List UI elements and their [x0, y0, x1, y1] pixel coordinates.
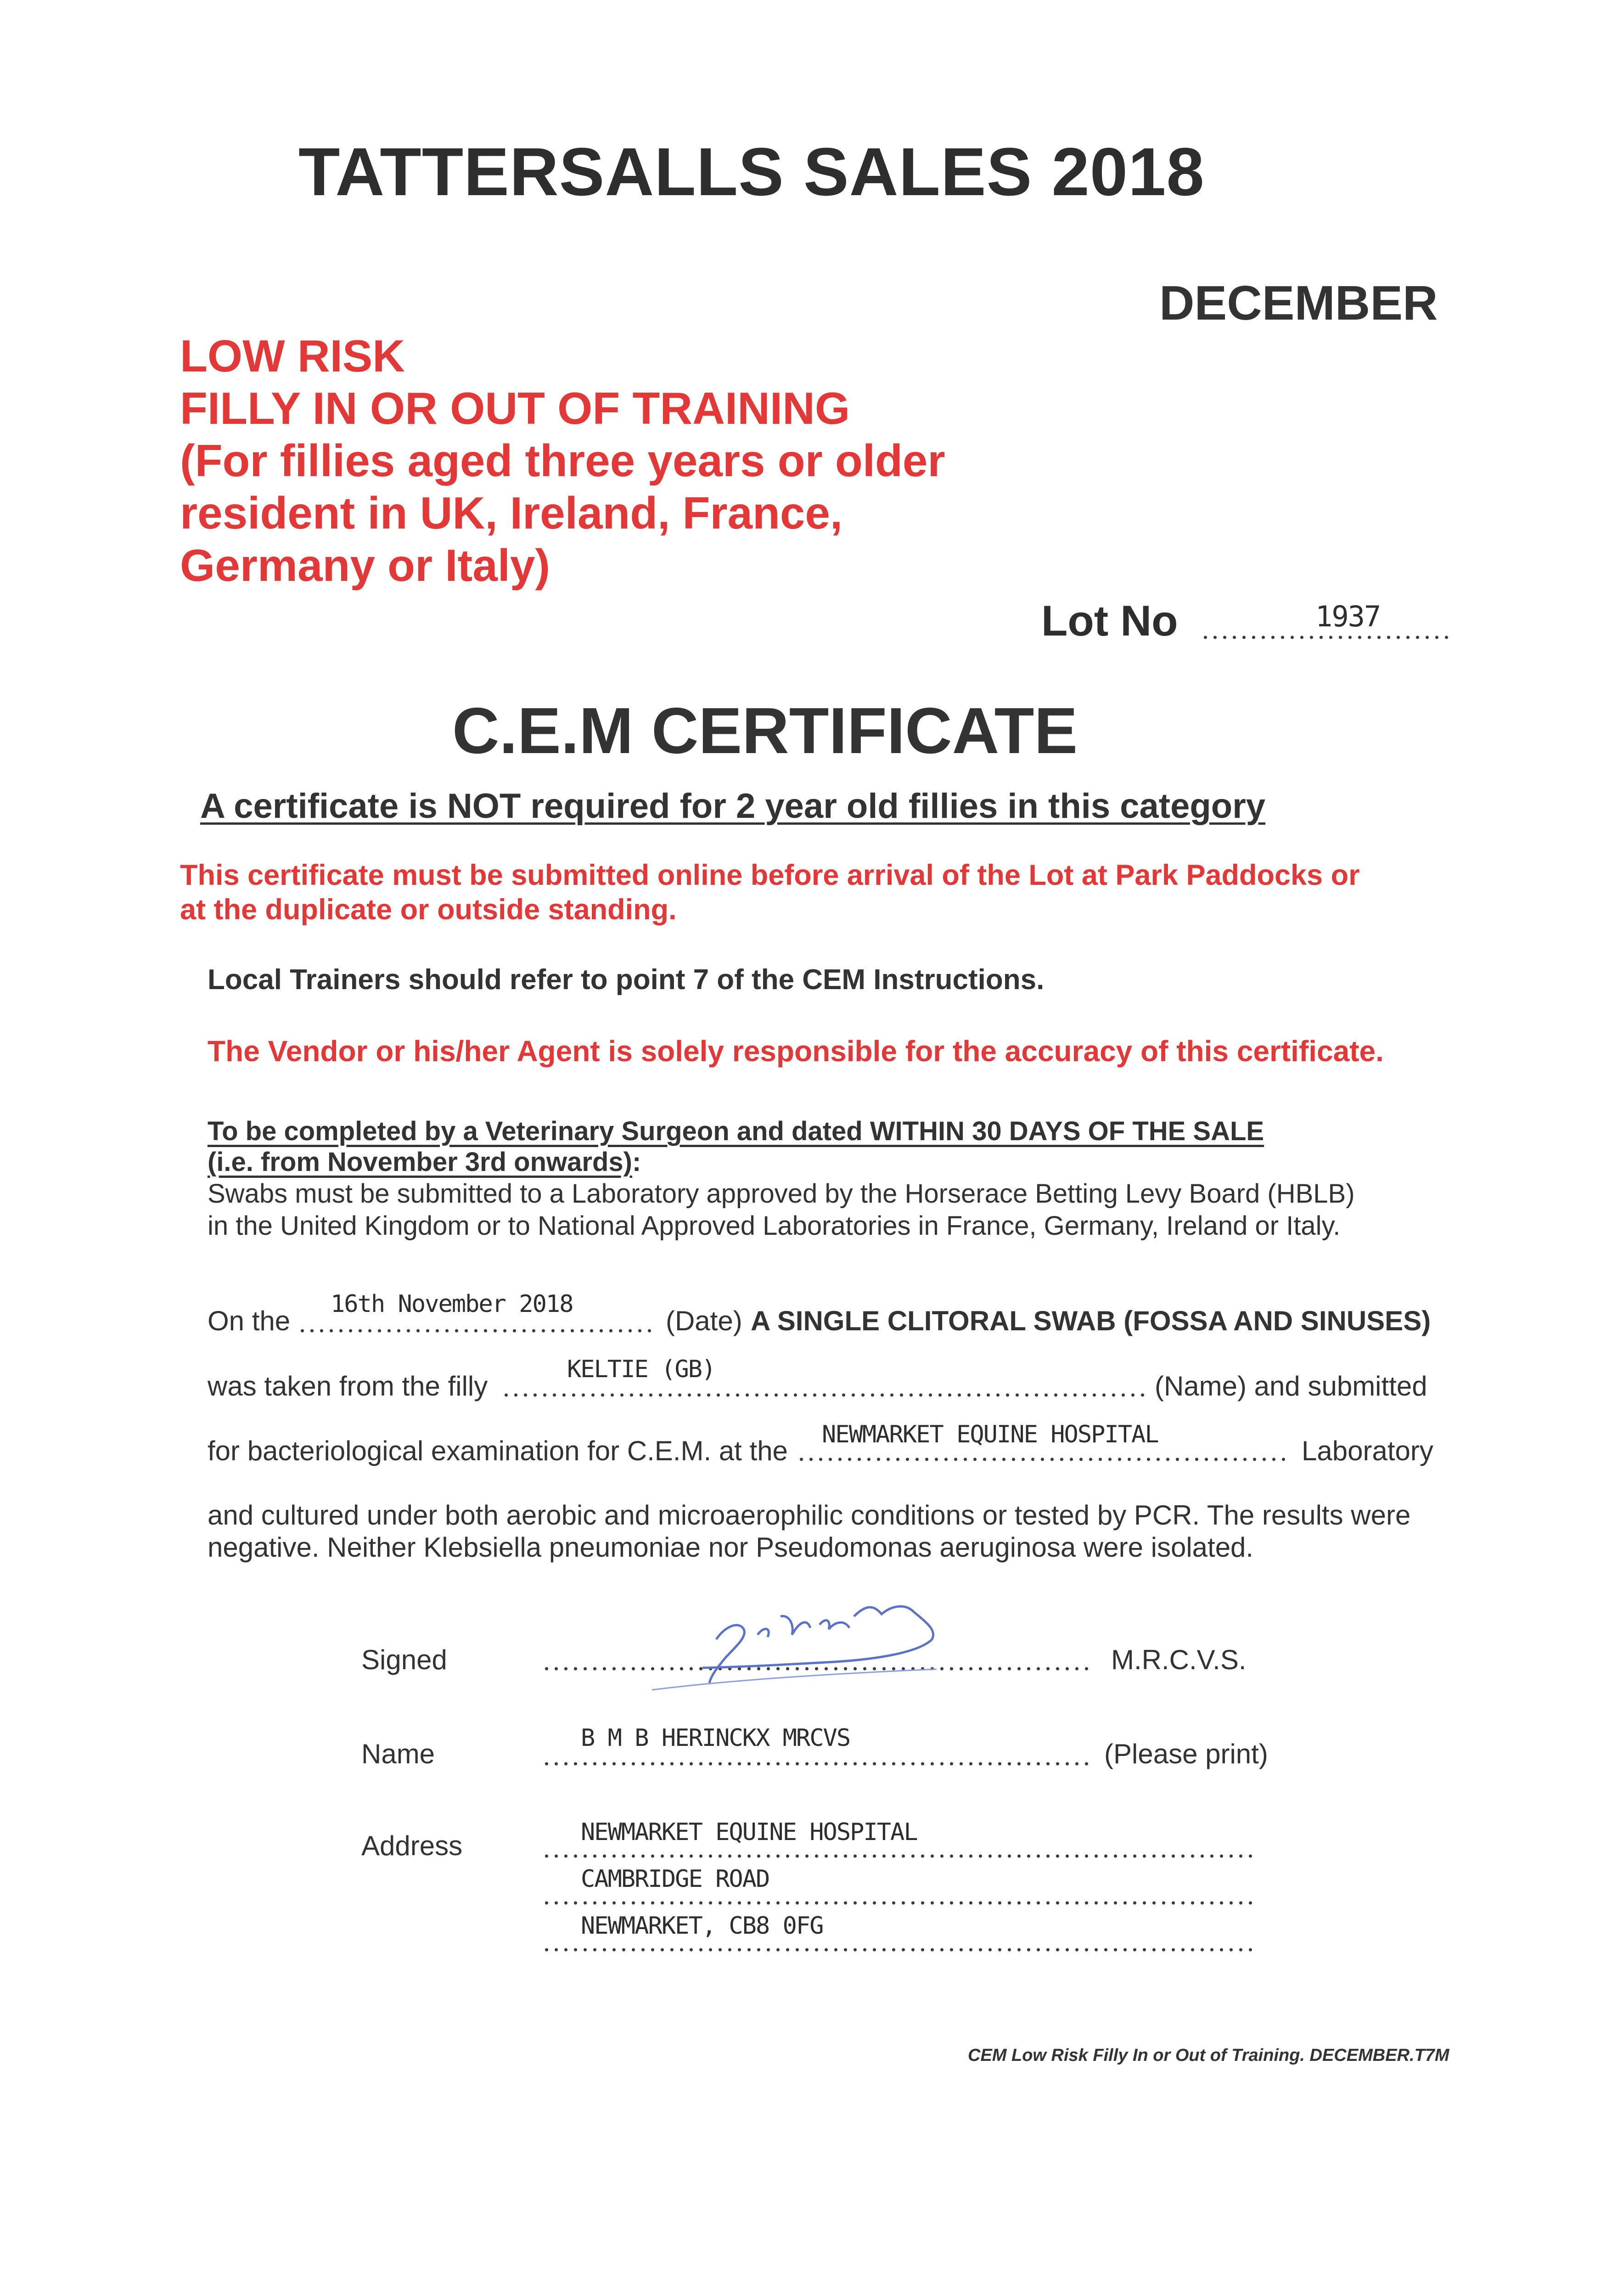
signed-label: Signed [361, 1644, 447, 1675]
local-trainers-note: Local Trainers should refer to point 7 of the CEM Instructions. [208, 964, 1045, 996]
address-line: NEWMARKET EQUINE HOSPITAL [581, 1818, 917, 1846]
address-dots-2 [542, 1900, 1258, 1906]
name-label: Name [361, 1739, 435, 1769]
category-line: FILLY IN OR OUT OF TRAINING [180, 383, 850, 433]
lot-label: Lot No [1041, 597, 1178, 645]
category-line: (For fillies aged three years or older [180, 435, 945, 486]
name-submitted-label: (Name) and submitted [1155, 1371, 1427, 1401]
taken-from-label: was taken from the filly [208, 1371, 488, 1401]
name-dots [542, 1761, 1093, 1767]
vet-instructions-heading-line2 [208, 1147, 641, 1177]
filly-name: KELTIE (GB) [567, 1356, 715, 1383]
date-label: (Date) [666, 1306, 742, 1336]
category-line: resident in UK, Ireland, France, [180, 488, 843, 538]
lot-number: 1937 [1315, 600, 1381, 633]
vet-name-value: B M B HERINCKX MRCVS [581, 1724, 850, 1752]
address-dots-1 [542, 1853, 1258, 1859]
document-title: TATTERSALLS SALES 2018 [298, 134, 1205, 210]
heading-part1: To be completed by a Veterinary Surgeon and dated [208, 1116, 870, 1146]
certificate-title: C.E.M CERTIFICATE [452, 694, 1078, 767]
mrcvs-label: M.R.C.V.S. [1111, 1644, 1247, 1675]
address-label: Address [361, 1830, 463, 1861]
signature-scribble [634, 1570, 983, 1699]
heading-colon: : [632, 1147, 641, 1177]
heading-dates: (i.e. from November 3rd onwards) [208, 1147, 632, 1177]
sale-month: DECEMBER [1159, 276, 1438, 330]
footer-reference: CEM Low Risk Filly In or Out of Training. DECEMBER.T7M [968, 2046, 1449, 2065]
results-line2: negative. Neither Klebsiella pneumoniae nor Pseudomonas aeruginosa were isolated. [208, 1532, 1254, 1563]
category-line: LOW RISK [180, 331, 405, 381]
address-line: NEWMARKET, CB8 0FG [581, 1912, 823, 1940]
swabs-text-line2: in the United Kingdom or to National Approved Laboratories in France, Germany, Ireland or Italy. [208, 1211, 1341, 1241]
examination-label: for bacteriological examination for C.E.M. at the [208, 1435, 788, 1466]
certificate-subtitle: A certificate is NOT required for 2 year old fillies in this category [200, 787, 1266, 826]
vendor-responsibility-note: The Vendor or his/her Agent is solely responsible for the accuracy of this certificate. [208, 1035, 1384, 1068]
category-line: Germany or Italy) [180, 540, 550, 591]
submit-notice-line1: This certificate must be submitted online before arrival of the Lot at Park Paddocks or [180, 859, 1360, 891]
please-print-label: (Please print) [1104, 1739, 1268, 1769]
date-value: 16th November 2018 [331, 1290, 573, 1318]
category-block [180, 330, 945, 591]
swab-description: A SINGLE CLITORAL SWAB (FOSSA AND SINUSES) [751, 1306, 1431, 1336]
lot-dots [1201, 635, 1449, 640]
submit-notice-line2: at the duplicate or outside standing. [180, 894, 677, 926]
filly-dots [501, 1392, 1144, 1398]
heading-part2: WITHIN 30 DAYS OF THE SALE [870, 1116, 1264, 1146]
results-line1: and cultured under both aerobic and microaerophilic conditions or tested by PCR. The results were [208, 1500, 1411, 1531]
on-the-label: On the [208, 1306, 291, 1336]
laboratory-label: Laboratory [1302, 1435, 1433, 1466]
address-dots-3 [542, 1947, 1258, 1953]
swabs-text-line1: Swabs must be submitted to a Laboratory approved by the Horserace Betting Levy Board (HBLB) [208, 1179, 1355, 1209]
laboratory-dots [797, 1457, 1290, 1462]
vet-instructions-heading [208, 1116, 1264, 1147]
date-dots [298, 1328, 653, 1334]
address-line: CAMBRIDGE ROAD [581, 1865, 769, 1893]
laboratory-value: NEWMARKET EQUINE HOSPITAL [822, 1421, 1158, 1448]
